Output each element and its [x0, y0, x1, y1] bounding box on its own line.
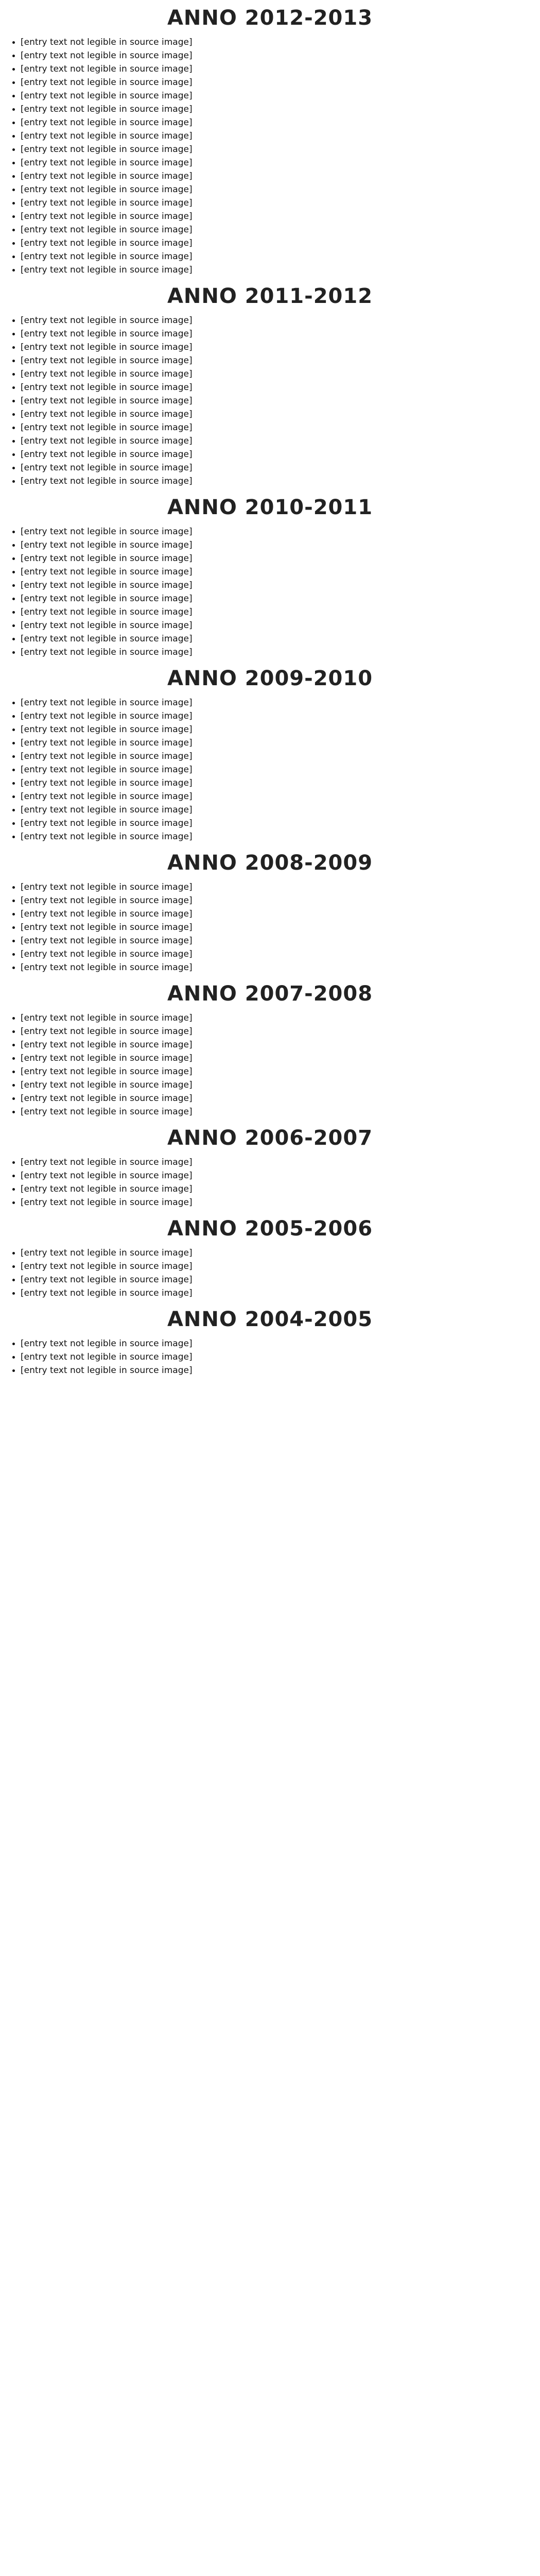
- section: [0, 1211, 540, 1298]
- list-item: [entry text not legible in source image]: [8, 832, 532, 842]
- list-item: [entry text not legible in source image]: [8, 329, 532, 339]
- list-item: [entry text not legible in source image]: [8, 117, 532, 128]
- list-item: [entry text not legible in source image]: [8, 567, 532, 577]
- list-item: [entry text not legible in source image]: [8, 909, 532, 919]
- list-item: [entry text not legible in source image]: [8, 1080, 532, 1090]
- list-item: [entry text not legible in source image]: [8, 184, 532, 195]
- list-item: [entry text not legible in source image]: [8, 382, 532, 393]
- list-item: [entry text not legible in source image]: [8, 265, 532, 275]
- list-item: [entry text not legible in source image]: [8, 77, 532, 88]
- list-item: [entry text not legible in source image]: [8, 198, 532, 208]
- list-item: [entry text not legible in source image]: [8, 449, 532, 460]
- list-item: [entry text not legible in source image]: [8, 698, 532, 708]
- section: [0, 489, 540, 657]
- list-item: [entry text not legible in source image]: [8, 37, 532, 47]
- section-title: ANNO 2005-2006: [167, 1217, 373, 1241]
- list-item: [entry text not legible in source image]: [8, 936, 532, 946]
- list-item: [entry text not legible in source image]: [8, 1197, 532, 1208]
- list-item: [entry text not legible in source image]: [8, 724, 532, 735]
- list-item: [entry text not legible in source image]: [8, 1026, 532, 1037]
- list-item: [entry text not legible in source image]: [8, 355, 532, 366]
- list-item: [entry text not legible in source image]: [8, 553, 532, 564]
- list-item: [entry text not legible in source image]: [8, 751, 532, 761]
- entry-list: [0, 1248, 540, 1298]
- section-title: ANNO 2009-2010: [167, 667, 373, 690]
- list-item: [entry text not legible in source image]: [8, 580, 532, 590]
- list-item: [entry text not legible in source image]: [8, 1171, 532, 1181]
- section-title: ANNO 2008-2009: [167, 851, 373, 875]
- entry-list: [0, 882, 540, 973]
- section: [0, 660, 540, 842]
- list-item: [entry text not legible in source image]: [8, 1184, 532, 1194]
- list-item: [entry text not legible in source image]: [8, 50, 532, 61]
- list-item: [entry text not legible in source image]: [8, 342, 532, 352]
- list-item: [entry text not legible in source image]: [8, 1093, 532, 1104]
- list-item: [entry text not legible in source image]: [8, 144, 532, 155]
- list-item: [entry text not legible in source image]: [8, 634, 532, 644]
- list-item: [entry text not legible in source image]: [8, 1288, 532, 1298]
- list-item: [entry text not legible in source image]: [8, 607, 532, 617]
- list-item: [entry text not legible in source image]: [8, 711, 532, 721]
- list-item: [entry text not legible in source image]: [8, 1352, 532, 1362]
- list-item: [entry text not legible in source image]: [8, 895, 532, 906]
- list-item: [entry text not legible in source image]: [8, 131, 532, 141]
- list-item: [entry text not legible in source image]: [8, 1066, 532, 1077]
- section-title: ANNO 2011-2012: [167, 284, 373, 308]
- list-item: [entry text not legible in source image]: [8, 476, 532, 486]
- entry-list: [0, 1338, 540, 1376]
- list-item: [entry text not legible in source image]: [8, 64, 532, 74]
- list-item: [entry text not legible in source image]: [8, 647, 532, 657]
- section: [0, 0, 540, 275]
- list-item: [entry text not legible in source image]: [8, 1053, 532, 1063]
- list-item: [entry text not legible in source image]: [8, 620, 532, 631]
- list-item: [entry text not legible in source image]: [8, 396, 532, 406]
- list-item: [entry text not legible in source image]: [8, 540, 532, 550]
- list-item: [entry text not legible in source image]: [8, 315, 532, 326]
- list-item: [entry text not legible in source image]: [8, 422, 532, 433]
- section-title: ANNO 2012-2013: [167, 6, 373, 30]
- section: [0, 278, 540, 486]
- list-item: [entry text not legible in source image]: [8, 1013, 532, 1023]
- entry-list: [0, 37, 540, 275]
- list-item: [entry text not legible in source image]: [8, 251, 532, 262]
- list-item: [entry text not legible in source image]: [8, 1157, 532, 1167]
- list-item: [entry text not legible in source image]: [8, 436, 532, 446]
- section-title: ANNO 2006-2007: [167, 1126, 373, 1150]
- list-item: [entry text not legible in source image]: [8, 409, 532, 419]
- list-item: [entry text not legible in source image]: [8, 962, 532, 973]
- section: [0, 1120, 540, 1208]
- list-item: [entry text not legible in source image]: [8, 1107, 532, 1117]
- section-title: ANNO 2007-2008: [167, 982, 373, 1006]
- list-item: [entry text not legible in source image]: [8, 805, 532, 815]
- list-item: [entry text not legible in source image]: [8, 238, 532, 248]
- list-item: [entry text not legible in source image]: [8, 158, 532, 168]
- list-item: [entry text not legible in source image]: [8, 104, 532, 114]
- list-item: [entry text not legible in source image]: [8, 1338, 532, 1349]
- list-item: [entry text not legible in source image]: [8, 765, 532, 775]
- list-item: [entry text not legible in source image]: [8, 738, 532, 748]
- list-item: [entry text not legible in source image]: [8, 949, 532, 959]
- list-item: [entry text not legible in source image]: [8, 791, 532, 802]
- list-item: [entry text not legible in source image]: [8, 922, 532, 933]
- list-item: [entry text not legible in source image]: [8, 225, 532, 235]
- entry-list: [0, 1013, 540, 1117]
- list-item: [entry text not legible in source image]: [8, 778, 532, 788]
- section-title: ANNO 2004-2005: [167, 1308, 373, 1331]
- list-item: [entry text not legible in source image]: [8, 527, 532, 537]
- entry-list: [0, 315, 540, 486]
- list-item: [entry text not legible in source image]: [8, 1261, 532, 1272]
- list-item: [entry text not legible in source image]: [8, 1248, 532, 1258]
- section-title: ANNO 2010-2011: [167, 496, 373, 519]
- list-item: [entry text not legible in source image]: [8, 463, 532, 473]
- list-item: [entry text not legible in source image]: [8, 594, 532, 604]
- list-item: [entry text not legible in source image]: [8, 171, 532, 181]
- entry-list: [0, 527, 540, 657]
- list-item: [entry text not legible in source image]: [8, 882, 532, 892]
- section: [0, 845, 540, 973]
- list-item: [entry text not legible in source image]: [8, 1365, 532, 1376]
- entry-list: [0, 698, 540, 842]
- list-item: [entry text not legible in source image]: [8, 1040, 532, 1050]
- entry-list: [0, 1157, 540, 1208]
- list-item: [entry text not legible in source image]: [8, 211, 532, 222]
- list-item: [entry text not legible in source image]: [8, 369, 532, 379]
- list-item: [entry text not legible in source image]: [8, 1275, 532, 1285]
- list-item: [entry text not legible in source image]: [8, 818, 532, 828]
- list-item: [entry text not legible in source image]: [8, 91, 532, 101]
- section: [0, 976, 540, 1117]
- section: [0, 1301, 540, 1376]
